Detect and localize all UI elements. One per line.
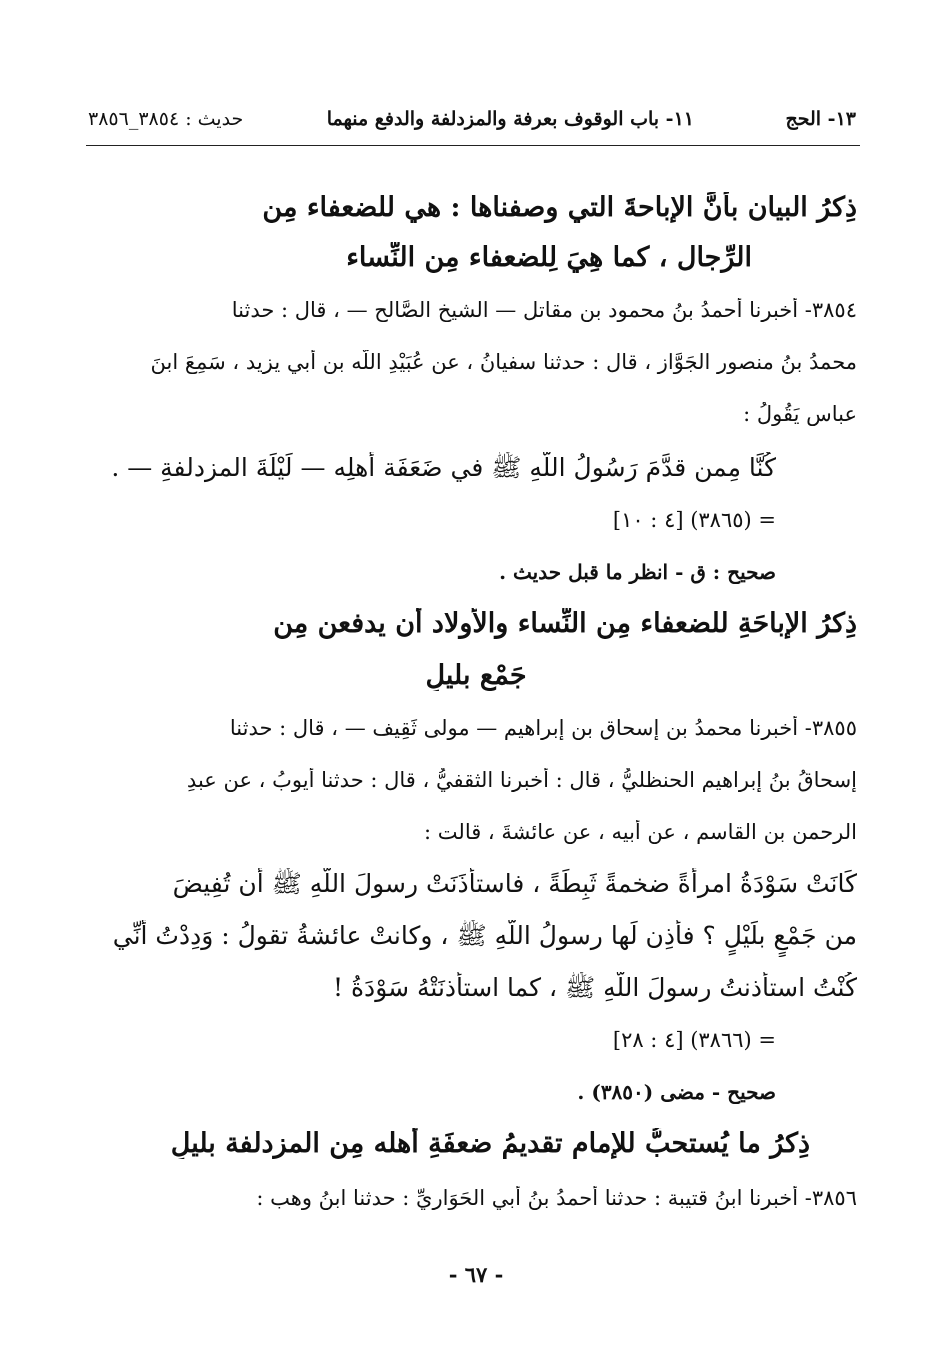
matn-line: من جَمْعٍ بلَيْلٍ ؟ فأذِن لَها رسولُ اللَّهِ ﷺ ، وكانتْ عائشةُ تقولُ : وَدِدْتُ أنِّي bbox=[112, 921, 857, 950]
grading-note: صحيح - مضى (٣٨٥٠) . bbox=[577, 1080, 776, 1104]
isnad-line: محمدُ بنُ منصور الجَوَّاز ، قال : حدثنا سفيانُ ، عن عُبَيْدِ اللَّه بن أبي يزيد ، سَمِعَ ابنَ bbox=[150, 350, 857, 374]
isnad-line: ٣٨٥٦- أخبرنا ابنُ قتيبة : حدثنا أحمدُ بنُ أبي الحَوَارِيِّ : حدثنا ابنُ وهب : bbox=[256, 1186, 857, 1210]
header-rule bbox=[86, 145, 860, 146]
grading-note: صحيح : ق - انظر ما قبل حديث . bbox=[499, 560, 776, 584]
cross-reference: = (٣٨٦٦) [٤ : ٢٨] bbox=[612, 1028, 776, 1052]
isnad-line: إسحاقُ بنُ إبراهيم الحنظليُّ ، قال : أخبرنا الثقفيُّ ، قال : حدثنا أيوبُ ، عن عبدِ bbox=[186, 768, 857, 792]
matn-line: كَانَتْ سَوْدَةُ امرأةً ضخمةً ثَبِطَةً ، فاستأذَنَتْ رسولَ اللَّهِ ﷺ أن تُفِيضَ bbox=[172, 869, 857, 898]
matn-line: كُنْتُ استأذنتُ رسولَ اللَّهِ ﷺ ، كما استأذنَتْهُ سَوْدَةُ ! bbox=[332, 973, 857, 1002]
isnad-line: ٣٨٥٥- أخبرنا محمدُ بن إسحاق بن إبراهيم — مولى ثَقِيف — ، قال : حدثنا bbox=[229, 716, 857, 740]
section-heading: ١١- باب الوقوف بعرفة والمزدلفة والدفع منهما bbox=[326, 108, 694, 130]
isnad-line: ٣٨٥٤- أخبرنا أحمدُ بنُ محمود بن مقاتل — الشيخ الصَّالح — ، قال : حدثنا bbox=[231, 298, 857, 322]
chapter-title-line: ذِكرُ ما يُستحبُّ للإمام تقديمُ ضعفَةِ أهله مِن المزدلفة بليلٍ bbox=[170, 1128, 810, 1159]
isnad-line: الرحمن بن القاسم ، عن أبيه ، عن عائشةَ ، قالت : bbox=[424, 820, 857, 844]
cross-reference: = (٣٨٦٥) [٤ : ١٠] bbox=[612, 508, 776, 532]
isnad-line: عباس يَقُولُ : bbox=[743, 402, 857, 426]
chapter-title-line: ذِكرُ الإباحَةِ للضعفاء مِن النِّساء والأولاد أن يدفعن مِن bbox=[273, 608, 857, 639]
chapter-title-line: جَمْعٍ بليلٍ bbox=[425, 660, 527, 691]
hadith-range: حديث : ٣٨٥٤_٣٨٥٦ bbox=[88, 108, 244, 130]
matn-line: كُنَّا مِمن قدَّمَ رَسُولُ اللَّهِ ﷺ في ضَعَفَة أهلِه — لَيْلَةَ المزدلفةِ — . bbox=[111, 453, 776, 482]
chapter-title-line: ذِكرُ البيان بأنَّ الإباحةَ التي وصفناها : هي للضعفاء مِن bbox=[262, 192, 857, 223]
chapter-heading: ١٣- الحج bbox=[785, 108, 856, 130]
chapter-title-line: الرِّجال ، كما هِيَ لِلضعفاء مِن النِّساء bbox=[346, 242, 752, 273]
page-number: - ٦٧ - bbox=[448, 1262, 504, 1287]
